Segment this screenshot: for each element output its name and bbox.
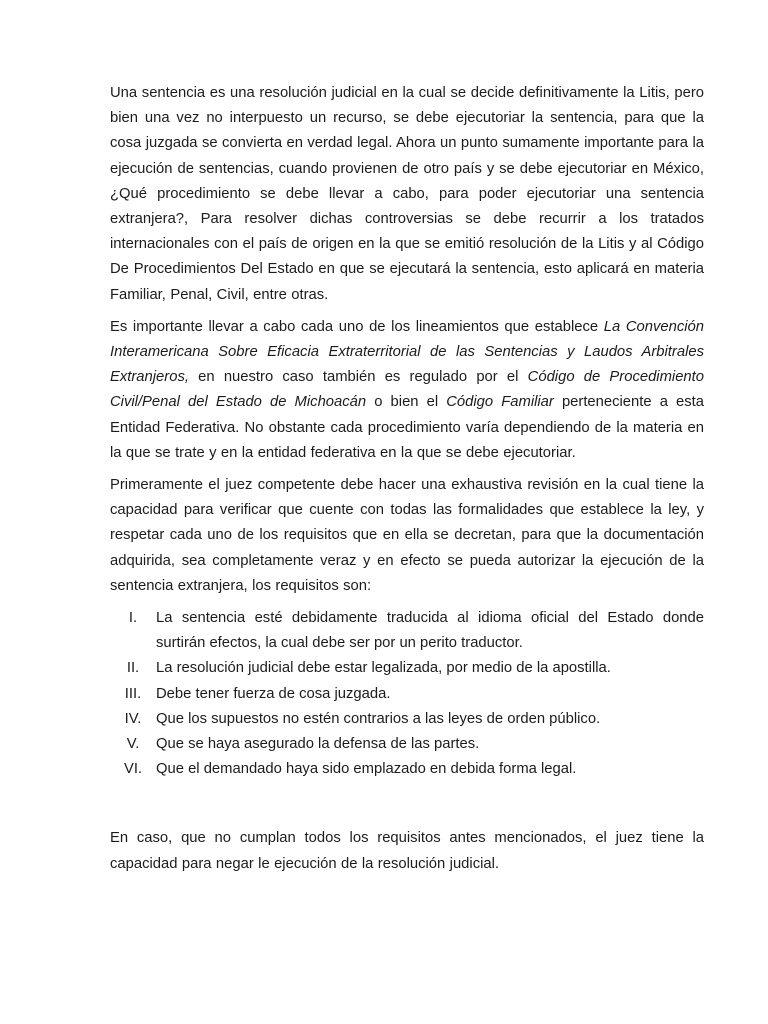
list-item-number: III. — [124, 685, 142, 702]
paragraph-intro: Una sentencia es una resolución judicial en la cual se decide definitivamente la Litis, pero bien una vez no interpuesto un recurso, se debe ejecutoriar la sentencia, para que la cosa juzgada se convierta en verdad legal. Ahora un punto sumamente importante para la ejecución de sentencias, cuando provienen de otro país y se debe ejecutoriar en México, ¿Qué procedimiento se debe llevar a cabo, para poder ejecutoriar una sentencia extranjera?, Para resolver dichas controversias se debe recurrir a los tratados internacionales con el país de origen en la que se emitió resolución de la Litis y al Código De Procedimientos Del Estado en que se ejecutará la sentencia, esto aplicará en materia Familiar, Penal, Civil, entre otras. — [110, 85, 704, 303]
list-item-text: Debe tener fuerza de cosa juzgada. — [156, 685, 391, 702]
list-item — [110, 656, 704, 681]
paragraph-convention-text-3: o bien el — [366, 394, 447, 411]
list-item-number: I. — [128, 610, 138, 627]
list-item-number: IV. — [124, 710, 142, 727]
paragraph-conclusion: En caso, que no cumplan todos los requisitos antes mencionados, el juez tiene la capacidad para negar le ejecución de la resolución judicial. — [110, 830, 704, 872]
requirements-list — [110, 606, 704, 782]
list-item-text: Que los supuestos no estén contrarios a las leyes de orden público. — [156, 710, 601, 727]
paragraph-convention — [110, 315, 704, 466]
list-item-text: Que se haya asegurado la defensa de las partes. — [156, 736, 480, 753]
list-item — [110, 757, 704, 782]
list-item-number: VI. — [123, 761, 143, 778]
list-item — [110, 606, 704, 656]
list-item — [110, 707, 704, 732]
list-item — [110, 732, 704, 757]
paragraph-convention-text-2: en nuestro caso también es regulado por el — [188, 369, 528, 386]
list-item-number: V. — [126, 736, 140, 753]
paragraph-convention-text-4: perteneciente a esta Entidad Federativa. No obstante cada procedimiento varía dependiendo de la materia en la que se trate y en la entidad federativa en la que se debe ejecutoriar. — [110, 394, 704, 461]
list-item-text: La sentencia esté debidamente traducida al idioma oficial del Estado donde surtirán efectos, la cual debe ser por un perito traductor. — [156, 610, 704, 652]
list-item-text: Que el demandado haya sido emplazado en debida forma legal. — [156, 761, 577, 778]
convention-title: La Convención Interamericana Sobre Eficacia Extraterritorial de las Sentencias y Laudos Arbitrales Extranjeros, — [110, 318, 704, 386]
list-item — [110, 682, 704, 707]
civil-penal-code-title: Código de Procedimiento Civil/Penal del Estado de Michoacán — [110, 369, 705, 411]
paragraph-convention-text-1: Es importante llevar a cabo cada uno de los lineamientos que establece — [110, 318, 604, 335]
family-code-title: Código Familiar — [446, 394, 554, 411]
paragraph-review: Primeramente el juez competente debe hacer una exhaustiva revisión en la cual tiene la capacidad para verificar que cuente con todas las formalidades que establece la ley, y respetar cada uno de los requisitos que en ella se decretan, para que la documentación adquirida, sea completamente veraz y en efecto se pueda autorizar la ejecución de la sentencia extranjera, los requisitos son: — [110, 477, 704, 594]
list-item-number: II. — [126, 660, 140, 677]
list-item-text: La resolución judicial debe estar legalizada, por medio de la apostilla. — [156, 660, 611, 677]
